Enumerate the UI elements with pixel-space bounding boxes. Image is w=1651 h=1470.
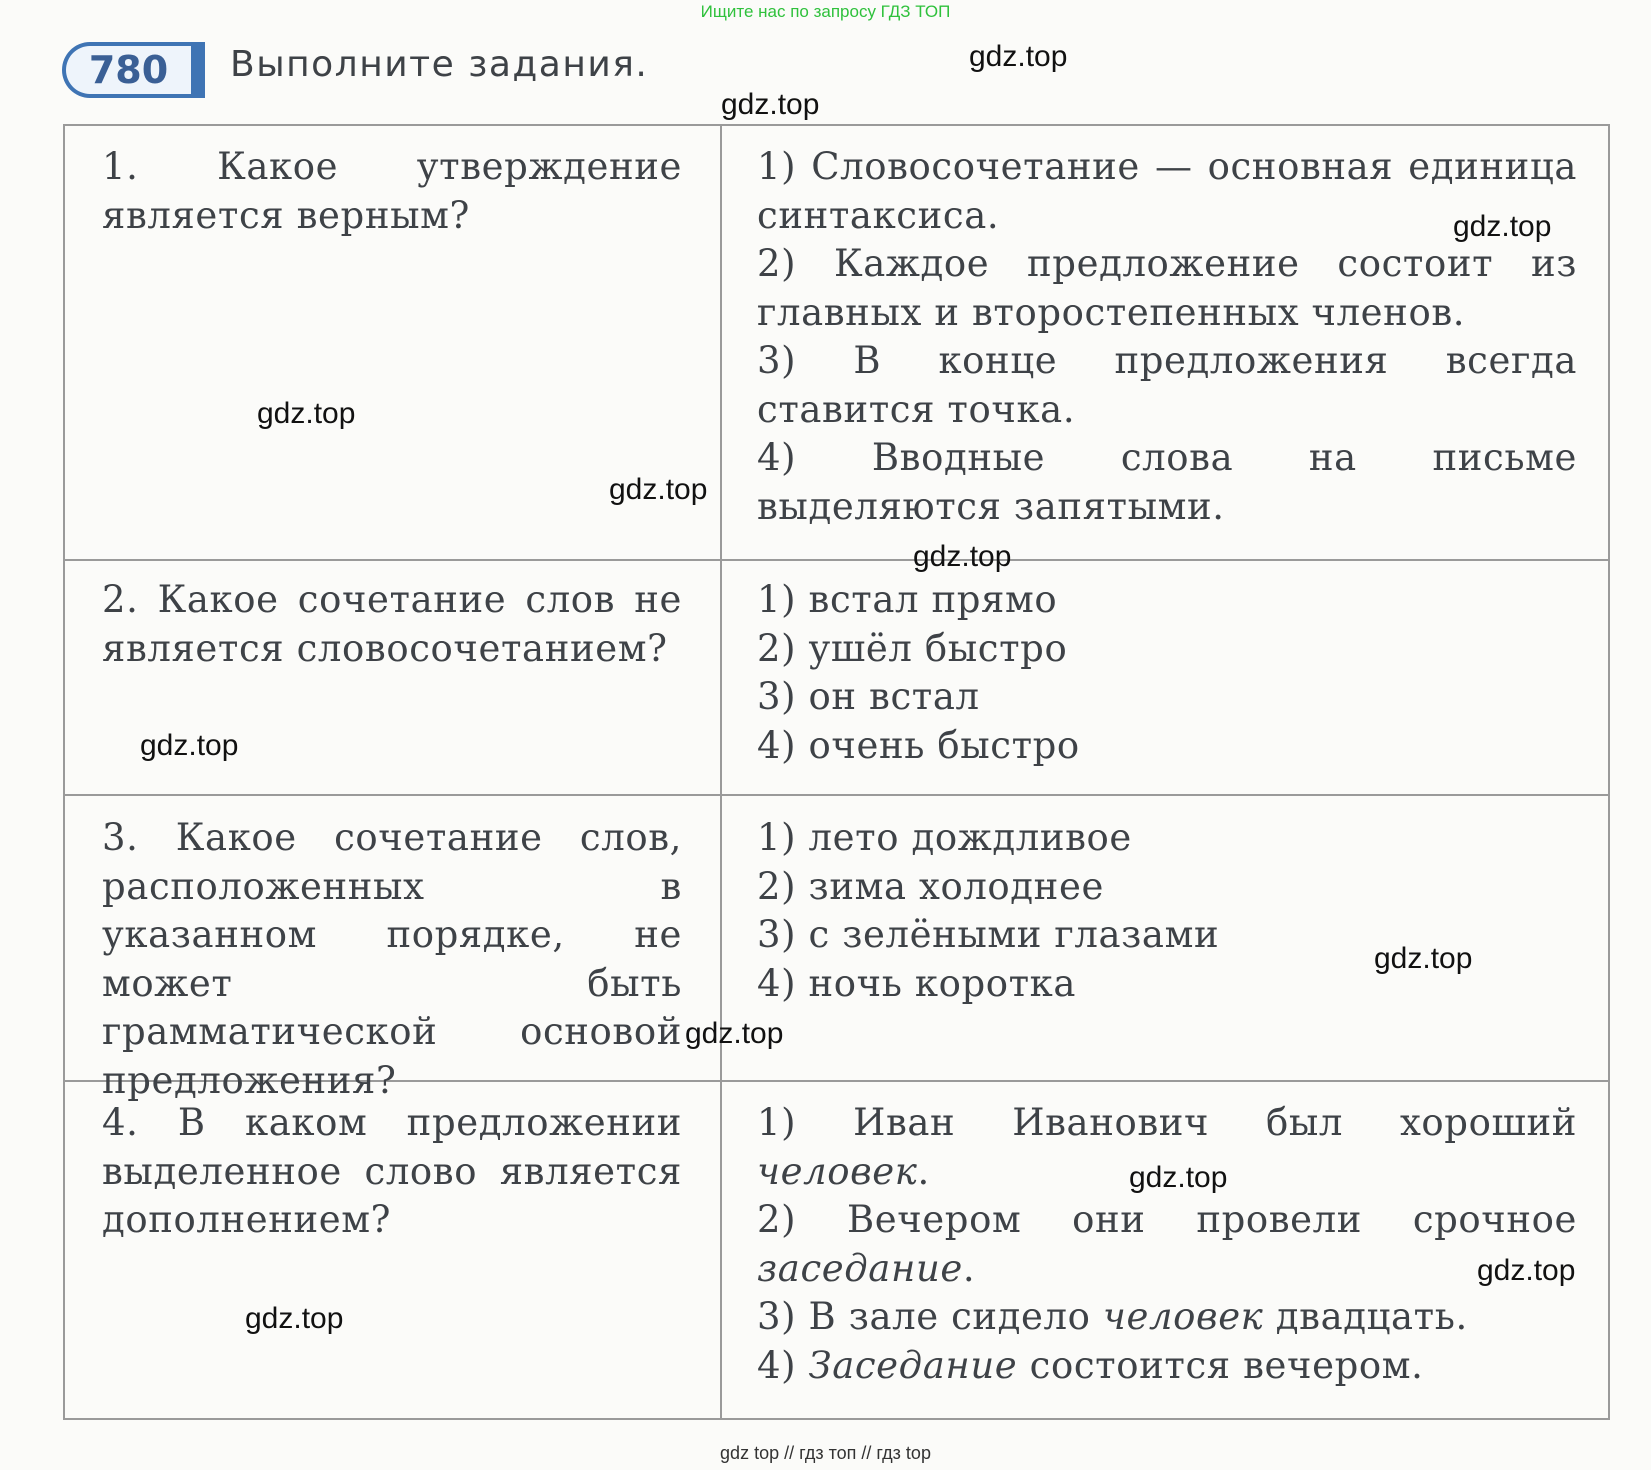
watermark: gdz.top [1477, 1254, 1576, 1287]
option-3-2: 2) зима холоднее [757, 864, 1104, 908]
option-3-4: 4) ночь коротка [757, 961, 1077, 1005]
option-4-2: 2) Вечером они провели срочное заседание. [757, 1198, 1577, 1290]
options-4 [757, 1099, 1577, 1390]
watermark: gdz.top [1129, 1161, 1228, 1194]
watermark: gdz.top [721, 88, 820, 121]
option-1-1: 1) Словосочетание — основная единица синтаксиса. [757, 145, 1577, 237]
watermark: gdz.top [245, 1302, 344, 1335]
highlighted-word: человек [757, 1149, 918, 1193]
highlighted-word: заседание [757, 1246, 963, 1290]
options-1 [757, 143, 1577, 531]
option-2-1: 1) встал прямо [757, 578, 1058, 621]
option-3-1: 1) лето дождливое [757, 816, 1132, 859]
question-1: 1. Какое утверждение является верным? [102, 145, 682, 237]
highlighted-word: Заседание [808, 1343, 1018, 1387]
watermark: gdz.top [969, 40, 1068, 73]
column-divider [720, 126, 722, 1418]
option-1-3: 3) В конце предложения всегда ставится точка. [757, 339, 1577, 431]
option-1-4: 4) Вводные слова на письме выделяются запятыми. [757, 436, 1577, 528]
options-3 [757, 814, 1577, 1008]
option-2-3: 3) он встал [757, 675, 980, 718]
question-4: 4. В каком предложении выделенное слово является дополнением? [102, 1101, 682, 1241]
watermark: gdz.top [609, 473, 708, 506]
watermark: gdz.top [1374, 942, 1473, 975]
footer: gdz top // гдз топ // гдз top [720, 1443, 931, 1463]
watermark: gdz.top [685, 1017, 784, 1050]
row-divider [65, 559, 1608, 561]
watermark: gdz.top [140, 729, 239, 762]
option-1-2: 2) Каждое предложение состоит из главных и второстепенных членов. [757, 242, 1577, 334]
question-3: 3. Какое сочетание слов, расположенных в указанном порядке, не может быть грамматической основой предложения? [102, 816, 682, 1102]
task-table [63, 124, 1610, 1420]
watermark: gdz.top [913, 540, 1012, 573]
task-number-badge: 780 [62, 42, 205, 98]
watermark: gdz.top [1453, 210, 1552, 243]
option-3-3: 3) с зелёными глазами [757, 913, 1220, 956]
options-2 [757, 576, 1577, 770]
option-2-2: 2) ушёл быстро [757, 626, 1068, 670]
option-4-3: 3) В зале сидело человек двадцать. [757, 1295, 1468, 1338]
option-2-4: 4) очень быстро [757, 723, 1080, 767]
row-divider [65, 794, 1608, 796]
option-4-4: 4) Заседание состоится вечером. [757, 1343, 1424, 1387]
watermark: gdz.top [257, 397, 356, 430]
option-4-1: 1) Иван Иванович был хороший человек. [757, 1101, 1577, 1193]
top-banner: Ищите нас по запросу ГДЗ ТОП [700, 2, 951, 21]
question-2: 2. Какое сочетание слов не является словосочетанием? [102, 578, 682, 670]
highlighted-word: человек [1102, 1295, 1264, 1338]
task-title: Выполните задания. [230, 44, 649, 85]
